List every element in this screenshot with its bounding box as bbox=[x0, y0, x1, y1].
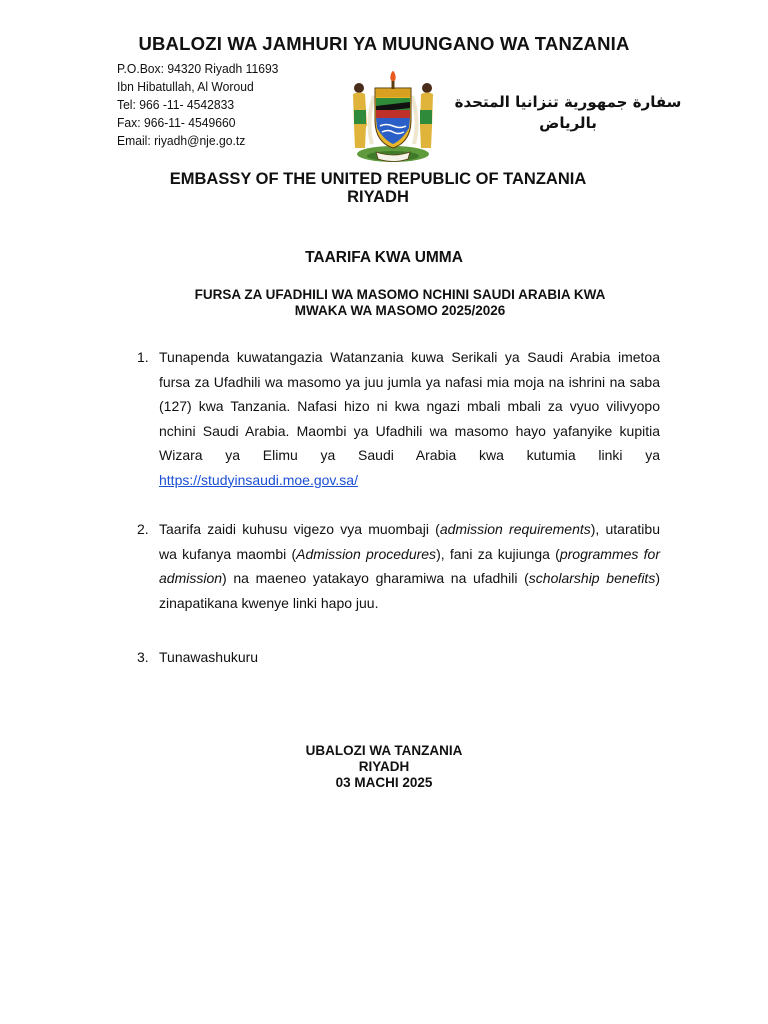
paragraph-text: ) na maeneo yatakayo gharamiwa na ufadhili ( bbox=[222, 570, 529, 586]
admission-procedures-term: Admission procedures bbox=[296, 545, 437, 562]
contact-tel: Tel: 966 -11- 4542833 bbox=[117, 97, 235, 112]
notice-subject bbox=[0, 287, 768, 318]
notice-title: TAARIFA KWA UMMA bbox=[305, 249, 463, 266]
paragraph-text: Taarifa zaidi kuhusu vigezo vya muombaji ( bbox=[159, 521, 440, 537]
contact-fax: Fax: 966-11- 4549660 bbox=[117, 115, 236, 130]
contact-pobox: P.O.Box: 94320 Riyadh 11693 bbox=[117, 61, 279, 76]
paragraph-1 bbox=[137, 345, 660, 492]
paragraph-2 bbox=[137, 517, 660, 615]
programmes-term: programmes for admission bbox=[159, 545, 661, 586]
embassy-title bbox=[0, 170, 756, 206]
signature-block bbox=[0, 743, 768, 791]
letterhead-title: UBALOZI WA JAMHURI YA MUUNGANO WA TANZANIA bbox=[138, 33, 630, 54]
embassy-name: EMBASSY OF THE UNITED REPUBLIC OF TANZANIA bbox=[169, 170, 587, 188]
study-in-saudi-link[interactable]: https://studyinsaudi.moe.gov.sa/ bbox=[159, 471, 358, 488]
coat-of-arms-icon bbox=[342, 66, 444, 166]
subject-line-2: MWAKA WA MASOMO 2025/2026 bbox=[294, 302, 506, 318]
signature-date: 03 MACHI 2025 bbox=[335, 775, 433, 790]
contact-address: Ibn Hibatullah, Al Woroud bbox=[117, 79, 254, 94]
signature-office: UBALOZI WA TANZANIA bbox=[305, 743, 463, 758]
paragraph-number: 3. bbox=[137, 649, 149, 665]
paragraph-number: 2. bbox=[137, 521, 149, 537]
signature-city: RIYADH bbox=[358, 759, 410, 774]
embassy-city: RIYADH bbox=[347, 188, 409, 206]
paragraph-body bbox=[159, 645, 660, 670]
scholarship-benefits-term: scholarship benefits bbox=[528, 570, 656, 586]
admission-requirements-term: admission requirements bbox=[439, 521, 591, 537]
paragraph-text: ) zinapatikana kwenye linki hapo juu. bbox=[159, 570, 660, 611]
arabic-letterhead bbox=[452, 92, 684, 134]
arabic-line-1: سفارة جمهورية تنزانيا المتحدة bbox=[454, 93, 682, 111]
paragraph-body bbox=[159, 517, 660, 615]
paragraph-text: Tunapenda kuwatangazia Watanzania kuwa Serikali ya Saudi Arabia imetoa fursa za Ufadhili wa masomo ya juu jumla ya nafasi mia moja na ishrini na saba (127) kwa Tanzania. Nafasi hizo ni kwa ngazi mbali mbali za vyuo vilivyopo nchini Saudi Arabia. Maombi ya Ufadhili wa masomo hayo yafanyike kupitia Wizara ya Elimu ya Saudi Arabia kwa kutumia linki ya bbox=[159, 349, 660, 463]
paragraph-number: 1. bbox=[137, 349, 149, 365]
paragraph-3 bbox=[137, 645, 660, 670]
paragraph-body bbox=[159, 345, 660, 492]
paragraph-text: Tunawashukuru bbox=[159, 649, 259, 665]
contact-block bbox=[117, 60, 278, 150]
arabic-line-2: بالرياض bbox=[539, 114, 597, 132]
paragraph-text: ), fani za kujiunga ( bbox=[436, 545, 560, 562]
paragraph-text: ), utaratibu wa kufanya maombi ( bbox=[159, 521, 660, 562]
contact-email: Email: riyadh@nje.go.tz bbox=[117, 133, 246, 148]
subject-line-1: FURSA ZA UFADHILI WA MASOMO NCHINI SAUDI ARABIA KWA bbox=[194, 287, 606, 302]
